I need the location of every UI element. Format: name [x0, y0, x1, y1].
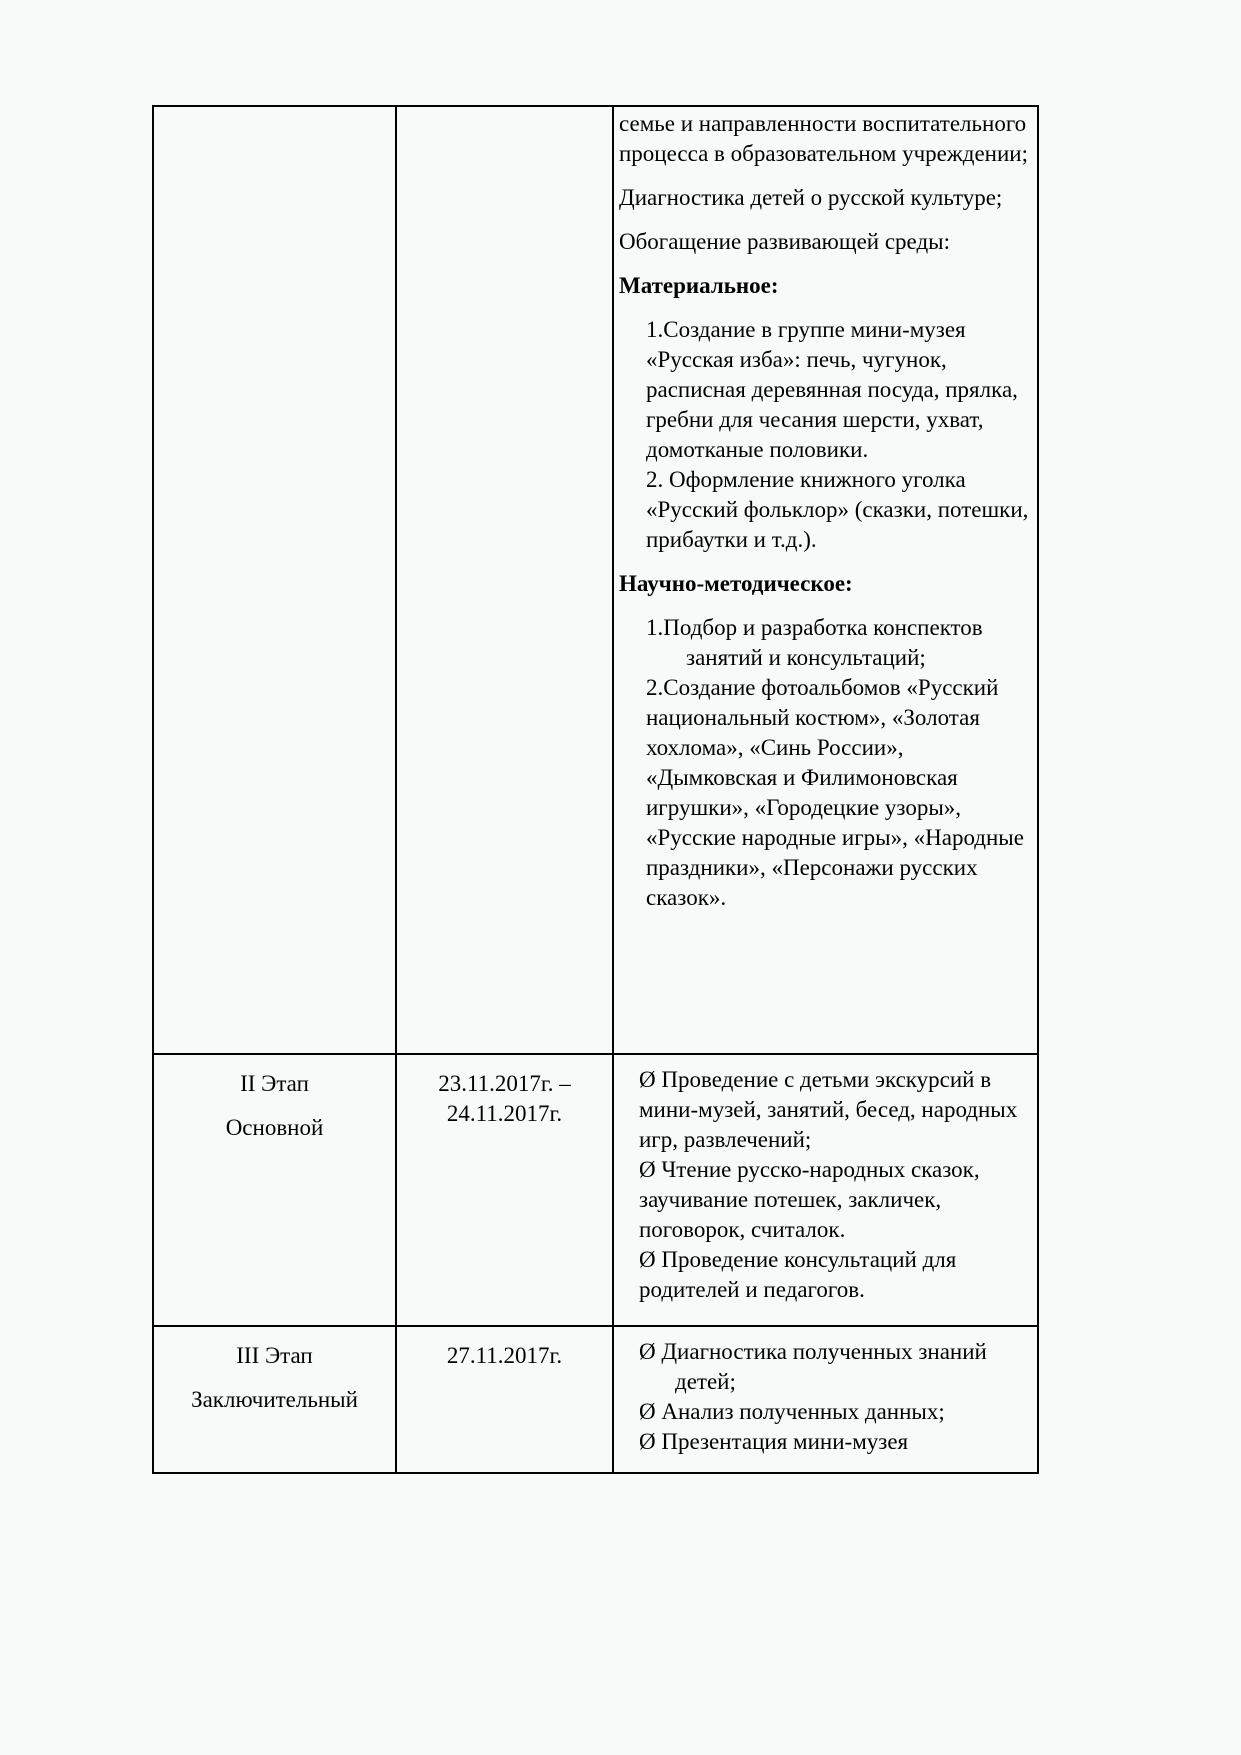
bullet-item: Ø Диагностика полученных знаний детей; [639, 1339, 987, 1394]
activity-paragraph: Диагностика детей о русской культуре; [619, 185, 1003, 210]
section-heading-material: Материальное: [619, 273, 779, 298]
table-row-stage-3 [153, 1326, 1038, 1473]
bullet-item: Ø Анализ полученных данных; [639, 1399, 945, 1424]
bullet-item: Ø Презентация мини-музея [639, 1429, 909, 1454]
date-range-end: 24.11.2017г. [446, 1101, 563, 1126]
list-item: 2. Оформление книжного уголка «Русский фольклор» (сказки, потешки, прибаутки и т.д.). [646, 467, 1029, 552]
stage-cell [153, 1326, 396, 1473]
methodical-list [619, 613, 1034, 913]
material-list [619, 315, 1034, 555]
activities-cell [613, 106, 1038, 1054]
stage-cell [153, 1054, 396, 1326]
project-plan-table [152, 105, 1039, 1474]
activity-paragraph: Обогащение развивающей среды: [619, 229, 950, 254]
date-range-start: 23.11.2017г. – [438, 1071, 571, 1096]
stage-name: Заключительный [191, 1387, 358, 1412]
stage-cell-empty [153, 106, 396, 1054]
section-heading-methodical: Научно-методическое: [619, 571, 853, 596]
activities-cell [613, 1326, 1038, 1473]
activities-bullet-list [619, 1065, 1034, 1305]
date-single: 27.11.2017г. [446, 1343, 563, 1368]
activities-bullet-list [619, 1337, 1034, 1457]
bullet-item: Ø Проведение консультаций для родителей и педагогов. [639, 1247, 957, 1302]
activities-cell [613, 1054, 1038, 1326]
dates-cell [396, 1054, 613, 1326]
bullet-item: Ø Чтение русско-народных сказок, заучивание потешек, закличек, поговорок, считалок. [639, 1157, 980, 1242]
dates-cell-empty [396, 106, 613, 1054]
stage-name: Основной [225, 1115, 324, 1140]
table-row-continuation [153, 106, 1038, 1054]
stage-number: II Этап [240, 1071, 309, 1096]
table-row-stage-2 [153, 1054, 1038, 1326]
stage-number: III Этап [236, 1343, 313, 1368]
activity-paragraph: семье и направленности воспитательного процесса в образовательном учреждении; [619, 111, 1028, 166]
bullet-item: Ø Проведение с детьми экскурсий в мини-музей, занятий, бесед, народных игр, развлечений; [639, 1067, 1018, 1152]
list-item: 2.Создание фотоальбомов «Русский национальный костюм», «Золотая хохлома», «Синь России», «Дымковская и Филимоновская игрушки», «Городецкие узоры», «Русские народные игры», «Народные праздники», «Персонажи русских сказок». [646, 675, 1024, 910]
list-item: 1.Подбор и разработка конспектов занятий и консультаций; [646, 615, 983, 670]
list-item: 1.Создание в группе мини-музея «Русская изба»: печь, чугунок, расписная деревянная посуда, прялка, гребни для чесания шерсти, ухват, домотканые половики. [646, 317, 1018, 462]
dates-cell [396, 1326, 613, 1473]
